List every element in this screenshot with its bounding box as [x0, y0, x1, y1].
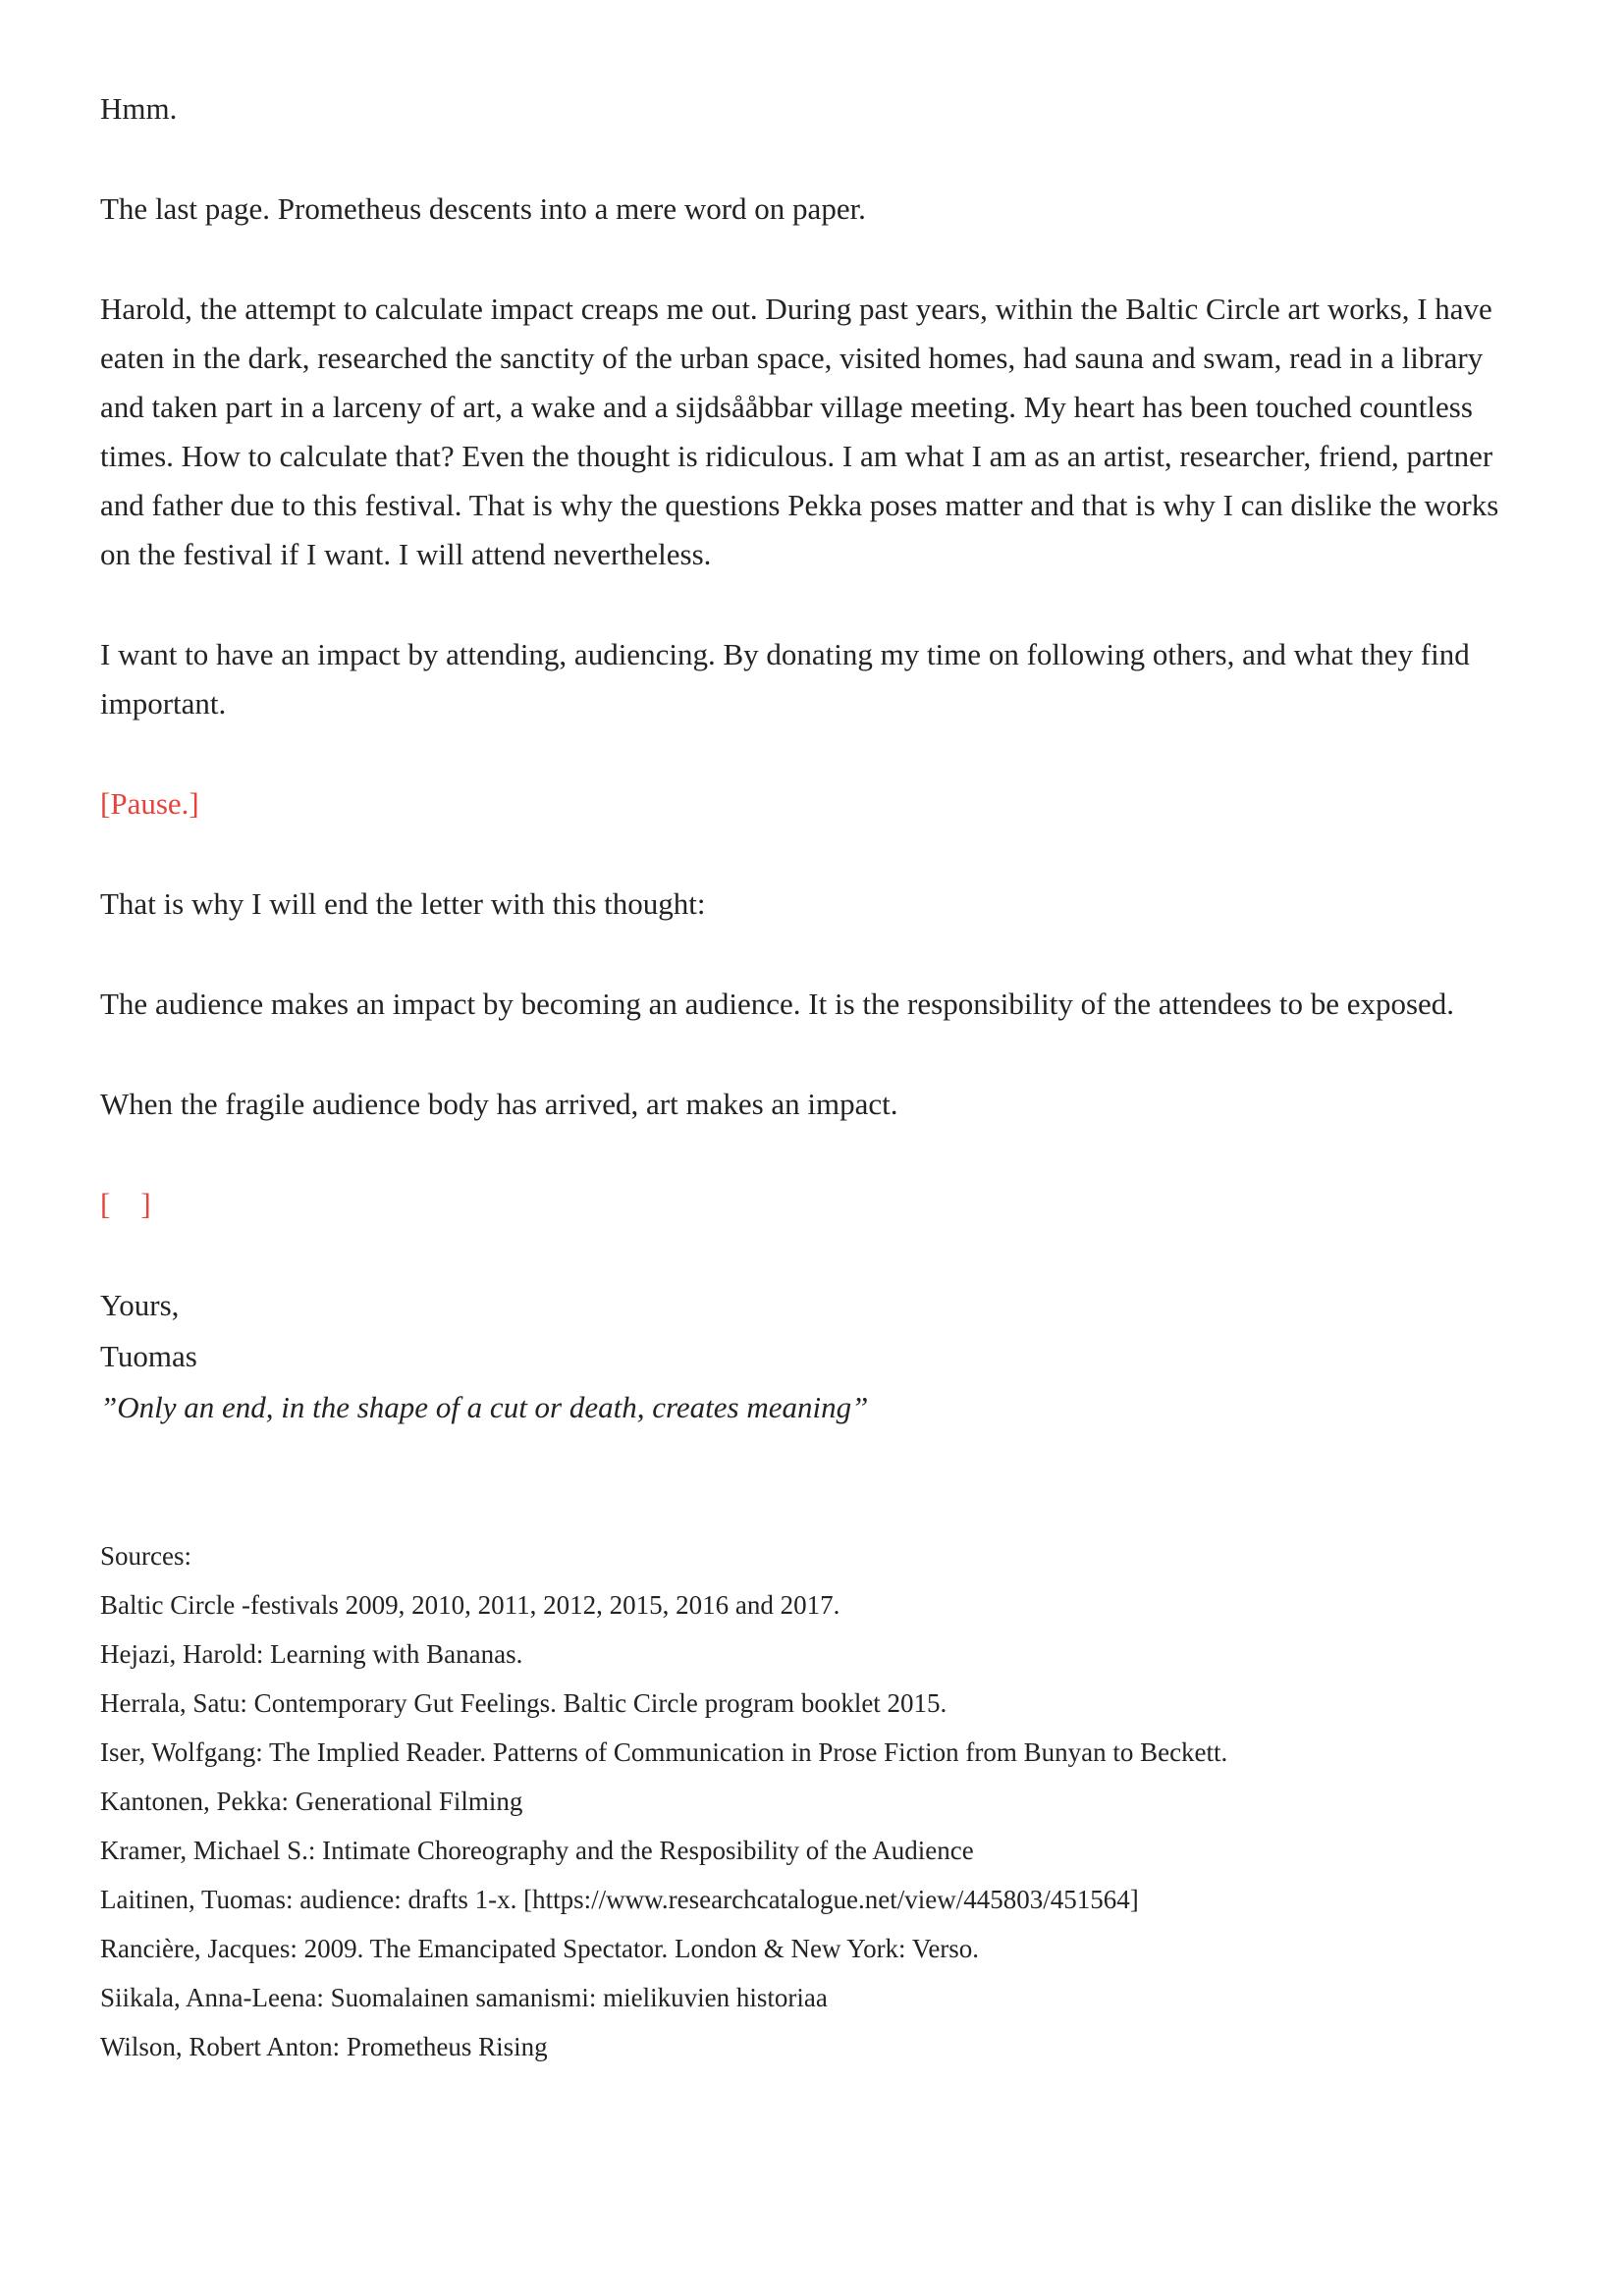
sources-heading: Sources: [100, 1541, 191, 1571]
source-item: Hejazi, Harold: Learning with Bananas. [100, 1639, 523, 1669]
letter-last-page-line: The last page. Prometheus descents into a mere word on paper. [100, 191, 866, 226]
closing-quote: ”Only an end, in the shape of a cut or death, creates meaning” [100, 1390, 869, 1424]
source-item: Wilson, Robert Anton: Prometheus Rising [100, 2032, 548, 2061]
signature-name: Tuomas [100, 1339, 197, 1373]
signature-block [100, 1280, 1530, 1433]
signoff: Yours, [100, 1288, 180, 1322]
closing-intro: That is why I will end the letter with this thought: [100, 886, 706, 921]
pause-marker: [Pause.] [100, 786, 199, 821]
source-item: Rancière, Jacques: 2009. The Emancipated Spectator. London & New York: Verso. [100, 1934, 980, 1963]
source-item: Laitinen, Tuomas: audience: drafts 1-x. [https://www.researchcatalogue.net/view/445803/451564] [100, 1885, 1139, 1914]
source-item: Kramer, Michael S.: Intimate Choreography and the Resposibility of the Audience [100, 1836, 974, 1865]
source-item: Herrala, Satu: Contemporary Gut Feelings. Baltic Circle program booklet 2015. [100, 1688, 947, 1718]
source-item: Baltic Circle -festivals 2009, 2010, 2011, 2012, 2015, 2016 and 2017. [100, 1590, 840, 1620]
audience-paragraph: The audience makes an impact by becoming an audience. It is the responsibility of the attendees to be exposed. [100, 987, 1455, 1021]
empty-bracket-marker: [ ] [100, 1187, 151, 1221]
letter-opening: Hmm. [100, 91, 178, 126]
harold-paragraph: Harold, the attempt to calculate impact creaps me out. During past years, within the Baltic Circle art works, I have eaten in the dark, researched the sanctity of the urban space, visited homes, had sauna and swam, read in a library and taken part in a larceny of art, a wake and a sijdsååbbar village meeting. My heart has been touched countless times. How to calculate that? Even the thought is ridiculous. I am what I am as an artist, researcher, friend, partner and father due to this festival. That is why the questions Pekka poses matter and that is why I can dislike the works on the festival if I want. I will attend nevertheless. [100, 292, 1499, 571]
source-item: Kantonen, Pekka: Generational Filming [100, 1787, 523, 1816]
impact-paragraph: I want to have an impact by attending, audiencing. By donating my time on following others, and what they find important. [100, 637, 1470, 721]
sources-section [100, 1531, 1530, 2071]
source-item: Iser, Wolfgang: The Implied Reader. Patterns of Communication in Prose Fiction from Bunyan to Beckett. [100, 1737, 1228, 1767]
source-item: Siikala, Anna-Leena: Suomalainen samanismi: mielikuvien historiaa [100, 1983, 828, 2012]
fragile-paragraph: When the fragile audience body has arrived, art makes an impact. [100, 1087, 898, 1121]
